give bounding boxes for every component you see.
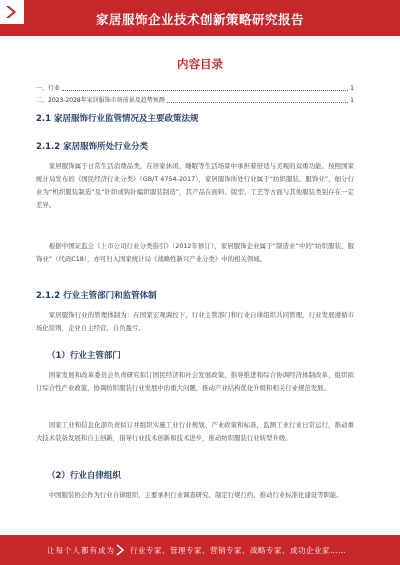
footer-tagline: 行业专家、管理专家、营销专家、战略专家、成功企业家…… [130,546,346,555]
body-paragraph: 家居服饰行业的管理体制为：在国家宏观调控下，行业主管部门和行业自律组织共同管理，行业发展遵循市场化原则，企业自主经营、自负盈亏。 [36,311,354,332]
body-paragraph: 国家发展和改革委员会负责研究拟订国民经济和社会发展政策，指导推进和综合协调经济体制改革，组织拟订综合性产业政策，协调纺织服装行业发展中的重大问题，推动产业结构优化升级和相关行业规范发展。 [36,371,354,392]
section-heading: 2.1 家居服饰行业监管情况及主要政策法规 [36,114,199,124]
report-footer [0,535,400,565]
subsection-heading: （1）行业主管部门 [47,351,121,361]
body-paragraph: 根据中国证监会《上市公司行业分类指引》（2012年修订），家居服饰企业属于“制造业”中的“纺织服装、服饰业”（代码C18），亦可归入国家统计局《战略性新兴产业分类》中的相关领域。 [36,242,354,263]
toc-entry-page: 1 [350,97,354,104]
toc-leader-dots [62,90,348,91]
body-paragraph: 家居服饰属于日常生活消费品类，在居家休闲、睡眠等生活场景中承担着舒适与美观的双重功能。按照国家统计局发布的《国民经济行业分类》（GB/T 4754-2017），家居服饰所处行业属于“纺织服装、服饰业”，细分行业为“机织服装制造”及“针织或钩针编织服装制造”，其产品在面料、版型、工艺等方面与其他服装类别存在一定差异。 [36,162,354,209]
toc-entry-page: 1 [350,85,354,92]
toc-title: 内容目录 [177,57,223,71]
report-header [0,0,400,36]
body-paragraph: 国家工业和信息化部负责拟订并组织实施工业行业规划、产业政策和标准，监测工业行业日常运行，推动重大技术装备发展和自主创新，指导行业技术创新和技术进步，推动纺织服装行业转型升级。 [36,421,354,442]
footer-slogan: 让每个人都有成为 [47,546,115,555]
toc-entry[interactable] [36,83,354,92]
toc-leader-dots [167,102,348,103]
body-paragraph: 中国服装协会作为行业自律组织，主要承担行业调查研究、制定行规行约、推动行业标准化建设等职能。 [48,491,343,499]
section-heading: 2.1.2 家居服饰所处行业分类 [36,142,149,152]
toc-entry[interactable] [36,95,354,104]
section-heading: 2.1.2 行业主管部门和监管体制 [36,291,157,301]
report-title: 家居服饰企业技术创新策略研究报告 [95,12,304,27]
toc-entry-label: 二、2023-2028年家居服饰市场前景及趋势预测 [36,97,165,104]
toc-entry-label: 一、行业 [36,85,61,92]
subsection-heading: （2）行业自律组织 [47,471,121,481]
chevron-separator-icon [115,543,127,557]
